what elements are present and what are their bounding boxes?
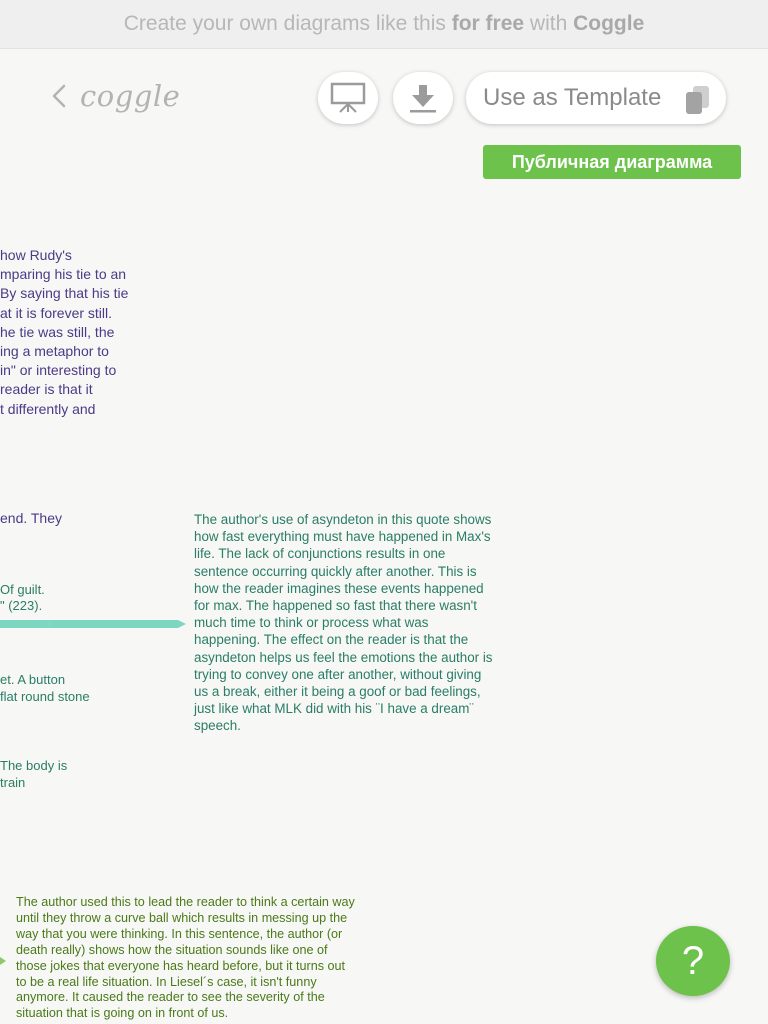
promo-text-free: for free	[451, 12, 525, 35]
public-diagram-badge: Публичная диаграмма	[483, 145, 741, 179]
promo-text-middle: with	[524, 12, 574, 35]
node-text-body: The body is train	[0, 758, 68, 790]
branch-arrow-main	[46, 620, 186, 628]
coggle-logo: coggle	[80, 79, 181, 113]
promo-text-brand: Coggle	[573, 12, 645, 35]
node-text-rudy: how Rudy's mparing his tie to an By saying that his tie at it is forever still. he tie was still, the ing a metaphor to in" or interesting to reader is that it t differently and	[0, 247, 129, 417]
promo-text-prefix: Create your own diagrams like this	[123, 12, 452, 35]
use-as-template-label: Use as Template	[483, 84, 662, 111]
node-text-friend: end. They	[0, 510, 63, 526]
node-text-guilt: Of guilt. " (223).	[0, 582, 45, 613]
node-text-curveball: The author used this to lead the reader to think a certain way until they throw a curve ball which results in messing up the way that you were thinking. In this sentence, the author (or death really) shows how the situation sounds like one of those jokes that everyone has heard before, but it turns out to be a real life situation. In Liesel´s case, it isn't funny anymore. It caused the reader to see the severity of the situation that is going on in front of us.	[16, 895, 355, 1021]
node-text-button: et. A button flat round stone	[0, 672, 90, 704]
node-text-asyndeton: The author's use of asyndeton in this quote shows how fast everything must have happened in Max's life. The lack of conjunctions results in one sentence occurring quickly after another. This is how the reader imagines these events happened for max. The happened so fast that there wasn't much time to think or process what was happening. The effect on the reader is that the asyndeton helps us feel the emotions the author is trying to convey one after another, without giving us a break, either it being a goof or bad feelings, just like what MLK did with his ¨I have a dream¨ speech.	[194, 512, 493, 734]
branch-arrow-small	[0, 957, 6, 965]
help-button[interactable]: ?	[656, 926, 730, 996]
branch-arrow-left	[0, 620, 52, 628]
